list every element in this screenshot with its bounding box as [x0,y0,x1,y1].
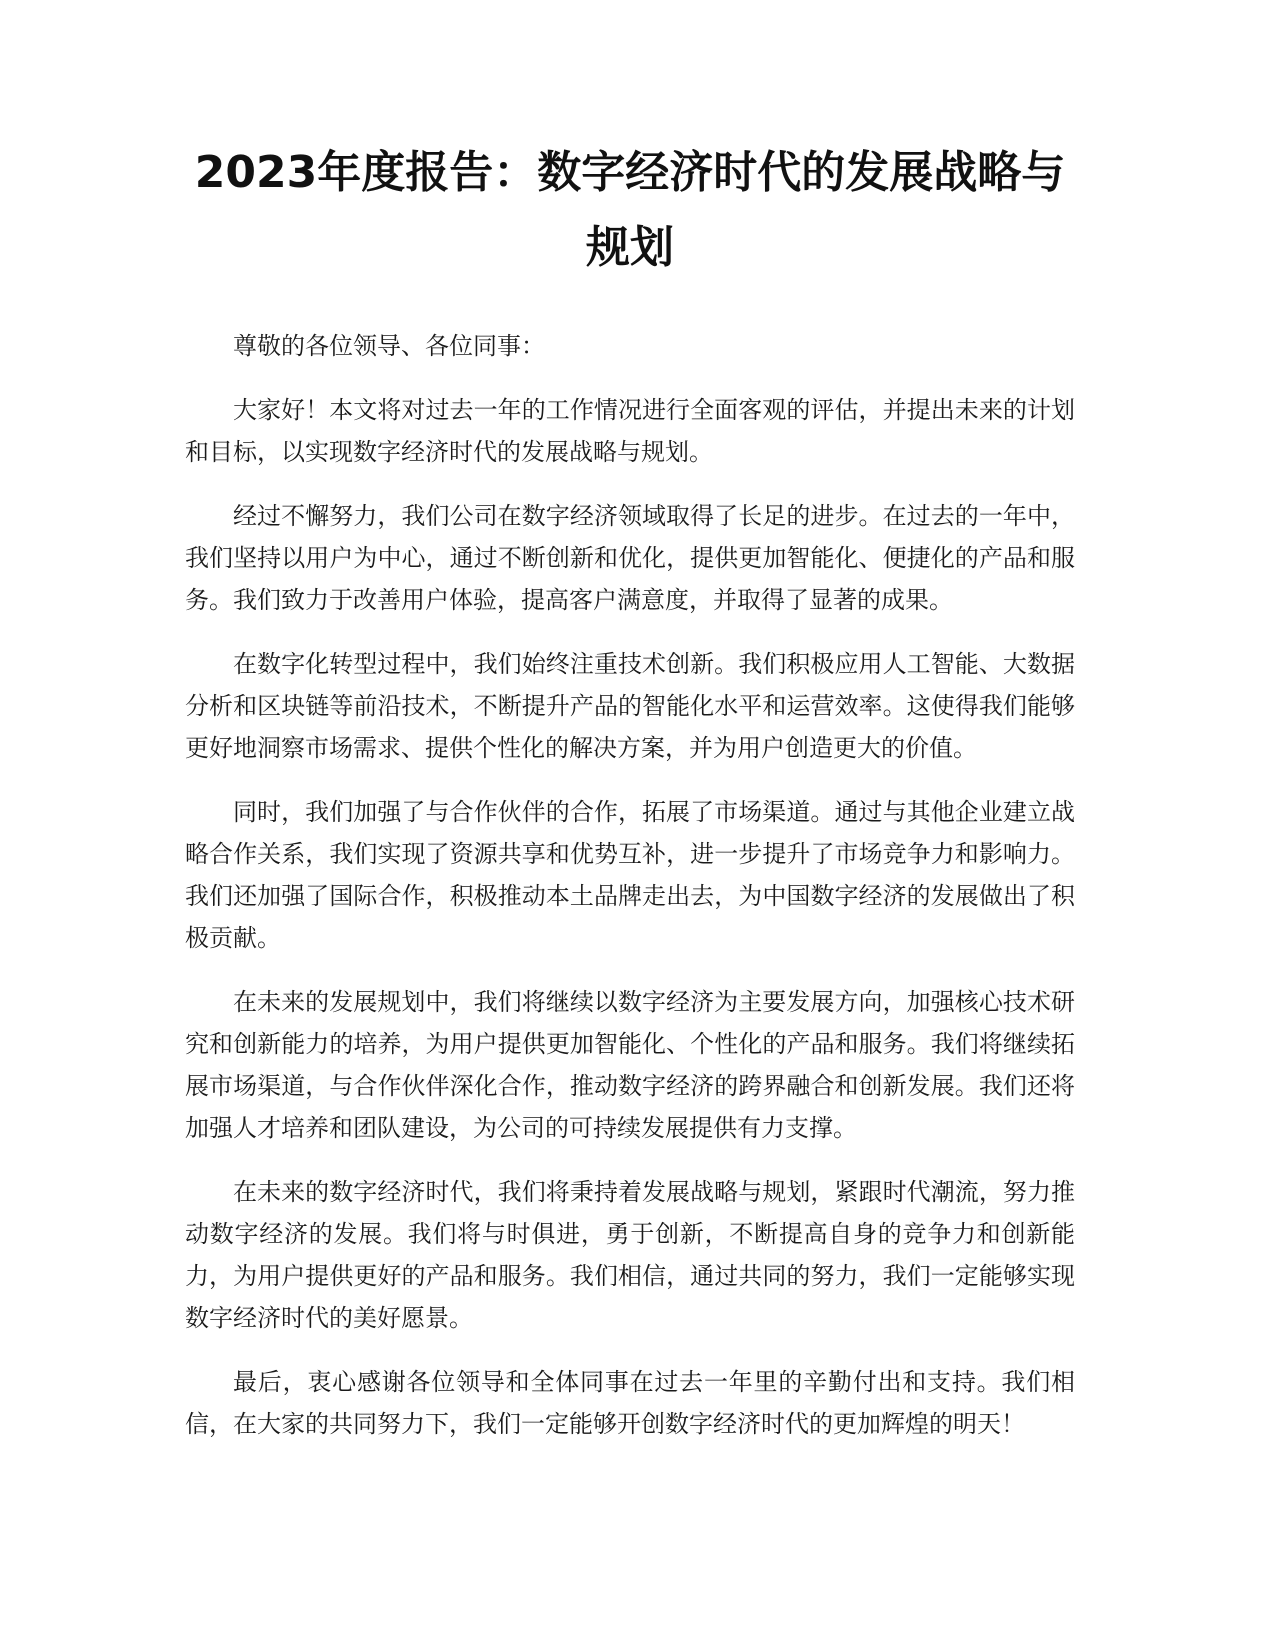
paragraph-vision: 在未来的数字经济时代，我们将秉持着发展战略与规划，紧跟时代潮流，努力推动数字经济的发展。我们将与时俱进，勇于创新，不断提高自身的竞争力和创新能力，为用户提供更好的产品和服务。我们相信，通过共同的努力，我们一定能够实现数字经济时代的美好愿景。 [185,1178,1075,1332]
document-page [185,135,1075,1467]
paragraph-future-plan: 在未来的发展规划中，我们将继续以数字经济为主要发展方向，加强核心技术研究和创新能力的培养，为用户提供更加智能化、个性化的产品和服务。我们将继续拓展市场渠道，与合作伙伴深化合作，推动数字经济的跨界融合和创新发展。我们还将加强人才培养和团队建设，为公司的可持续发展提供有力支撑。 [185,988,1075,1142]
paragraph-closing: 最后，衷心感谢各位领导和全体同事在过去一年里的辛勤付出和支持。我们相信，在大家的共同努力下，我们一定能够开创数字经济时代的更加辉煌的明天！ [185,1368,1075,1438]
document-body [185,325,1075,1445]
document-title: 2023年度报告：数字经济时代的发展战略与规划 [194,147,1066,273]
paragraph-technology: 在数字化转型过程中，我们始终注重技术创新。我们积极应用人工智能、大数据分析和区块链等前沿技术，不断提升产品的智能化水平和运营效率。这使得我们能够更好地洞察市场需求、提供个性化的解决方案，并为用户创造更大的价值。 [185,650,1075,762]
paragraph-greeting: 大家好！本文将对过去一年的工作情况进行全面客观的评估，并提出未来的计划和目标，以实现数字经济时代的发展战略与规划。 [185,396,1075,466]
paragraph-progress: 经过不懈努力，我们公司在数字经济领域取得了长足的进步。在过去的一年中，我们坚持以用户为中心，通过不断创新和优化，提供更加智能化、便捷化的产品和服务。我们致力于改善用户体验，提高客户满意度，并取得了显著的成果。 [185,502,1075,614]
paragraph-partnership: 同时，我们加强了与合作伙伴的合作，拓展了市场渠道。通过与其他企业建立战略合作关系，我们实现了资源共享和优势互补，进一步提升了市场竞争力和影响力。我们还加强了国际合作，积极推动本土品牌走出去，为中国数字经济的发展做出了积极贡献。 [185,798,1075,952]
paragraph-salutation: 尊敬的各位领导、各位同事： [233,332,545,360]
